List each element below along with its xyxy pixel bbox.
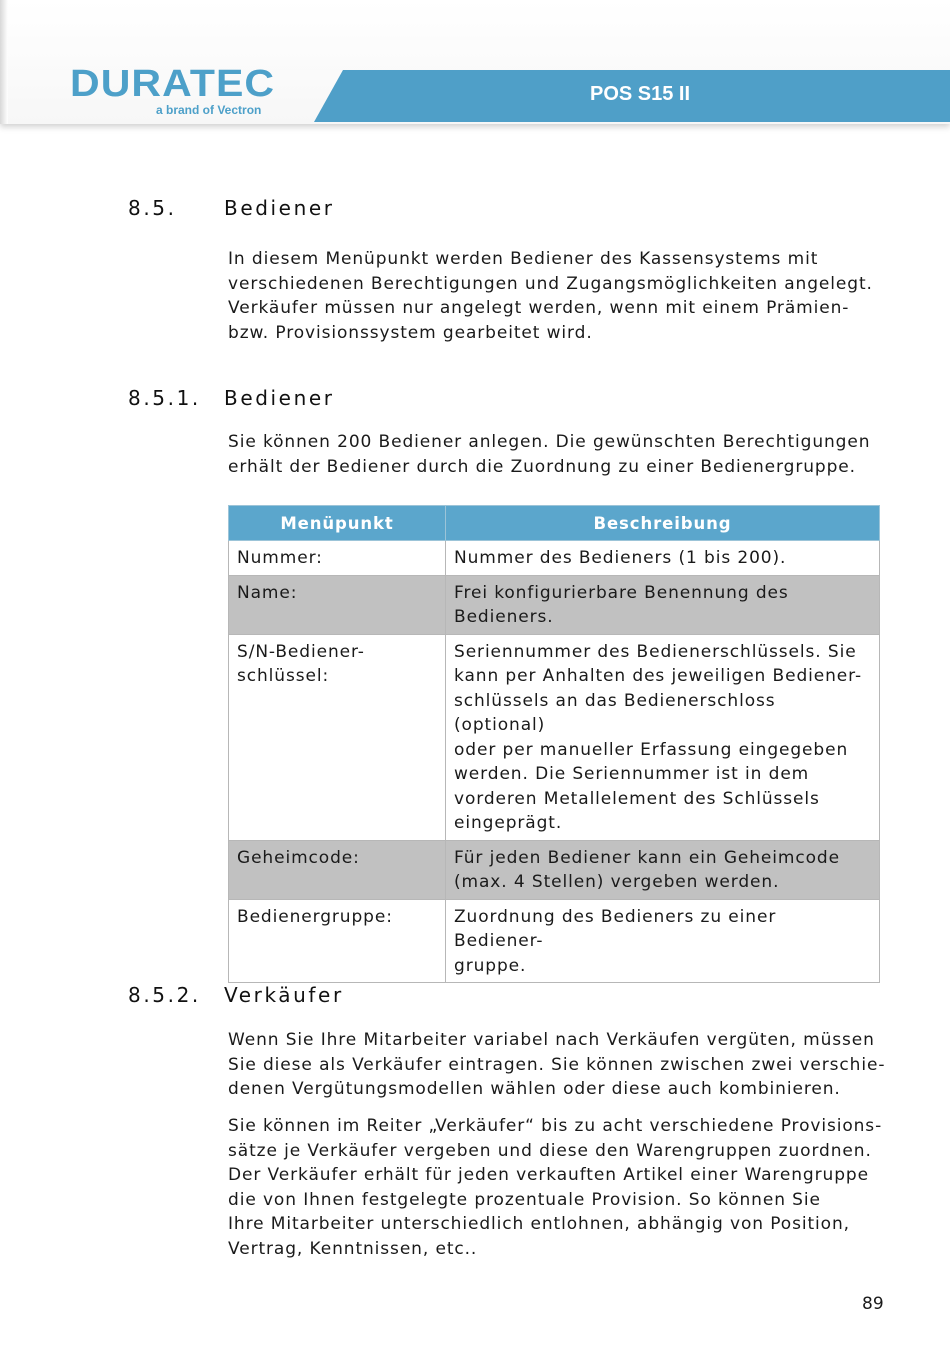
row-item: Geheimcode: [229, 840, 446, 899]
section-title: Bediener [224, 386, 335, 410]
table-row [229, 575, 880, 634]
row-description: Seriennummer des Bedienerschlüssels. Sie kann per Anhalten des jeweiligen Bediener- schlüssels an das Bedienerschloss (optional) oder per manueller Erfassung eingegeben werden. Die Seriennummer ist in dem vorderen Metallelement des Schlüssels eingeprägt. [446, 634, 880, 840]
paragraph: Sie können im Reiter „Verkäufer“ bis zu acht verschiedene Provisions- sätze je Verkäufer vergeben und diese den Warengruppen zuordnen. Der Verkäufer erhält für jeden verkauften Artikel einer Warengruppe die von Ihnen festgelegte prozentuale Provision. So können Sie Ihre Mitarbeiter unterschiedlich entlohnen, abhängig von Position, Vertrag, Kenntnissen, etc.. [228, 1116, 883, 1259]
section-heading-8-5-2 [128, 983, 344, 1007]
table-row [229, 541, 880, 576]
page-number: 89 [862, 1294, 884, 1314]
section-heading-8-5 [128, 196, 335, 220]
row-item: Bedienergruppe: [229, 899, 446, 983]
page-header [0, 0, 950, 130]
row-description: Für jeden Bediener kann ein Geheimcode (max. 4 Stellen) vergeben werden. [446, 840, 880, 899]
section-8-5-1-body [228, 430, 888, 479]
section-title: Verkäufer [224, 983, 344, 1007]
section-8-5-body [228, 247, 888, 345]
logo-subtitle: a brand of Vectron [156, 103, 262, 117]
table-row [229, 840, 880, 899]
product-title: POS S15 II [590, 83, 691, 105]
row-description: Frei konfigurierbare Benennung des Bedieners. [446, 575, 880, 634]
section-8-5-2-body-1 [228, 1028, 888, 1102]
column-header-menu-item: Menüpunkt [229, 506, 446, 541]
section-title: Bediener [224, 196, 335, 220]
row-description: Nummer des Bedieners (1 bis 200). [446, 541, 880, 576]
section-number: 8.5.2. [128, 983, 201, 1007]
column-header-description: Beschreibung [446, 506, 880, 541]
table-row [229, 899, 880, 983]
row-item: S/N-Bediener- schlüssel: [229, 634, 446, 840]
table-header-row [229, 506, 880, 541]
duratec-logo [70, 63, 300, 122]
section-heading-8-5-1 [128, 386, 335, 410]
paragraph: In diesem Menüpunkt werden Bediener des Kassensystems mit verschiedenen Berechtigungen und Zugangsmöglichkeiten angelegt. Verkäufer müssen nur angelegt werden, wenn mit einem Prämien- bzw. Provisionssystem gearbeitet wird. [228, 249, 873, 343]
paragraph: Sie können 200 Bediener anlegen. Die gewünschten Berechtigungen erhält der Bediener durch die Zuordnung zu einer Bedienergruppe. [228, 432, 871, 477]
section-number: 8.5.1. [128, 386, 201, 410]
table-row [229, 634, 880, 840]
row-description: Zuordnung des Bedieners zu einer Bediener- gruppe. [446, 899, 880, 983]
section-number: 8.5. [128, 196, 177, 220]
row-item: Name: [229, 575, 446, 634]
section-8-5-2-body-2 [228, 1114, 888, 1261]
operator-fields-table [228, 505, 880, 983]
row-item: Nummer: [229, 541, 446, 576]
logo-wordmark: DURATEC [70, 63, 276, 105]
paragraph: Wenn Sie Ihre Mitarbeiter variabel nach Verkäufen vergüten, müssen Sie diese als Verkäufer eintragen. Sie können zwischen zwei verschie- denen Vergütungsmodellen wählen oder diese auch kombinieren. [228, 1030, 886, 1099]
